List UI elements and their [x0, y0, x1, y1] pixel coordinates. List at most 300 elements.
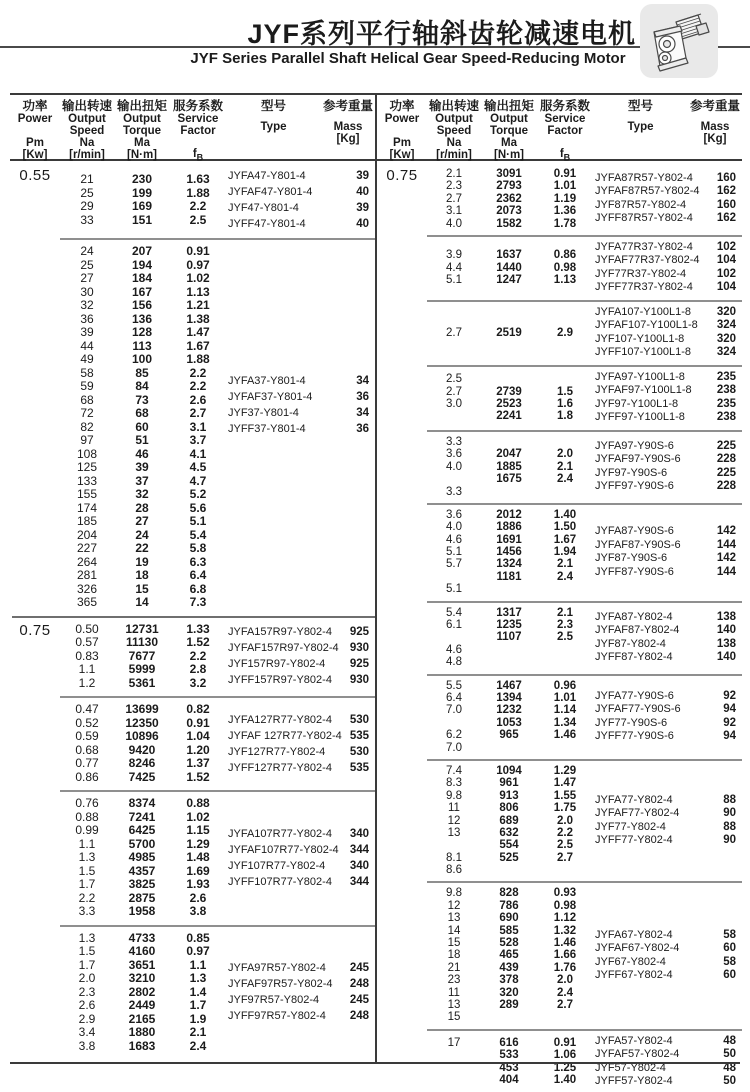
speed-value: 97 [80, 433, 94, 447]
table-row [427, 386, 593, 398]
type-value: JYFA97R57-Y802-4 [228, 962, 326, 975]
mass-value: 344 [349, 875, 369, 888]
table-row [427, 398, 593, 410]
table-row [60, 200, 226, 214]
speed-value: 1.2 [78, 675, 96, 690]
factor-value [537, 644, 593, 656]
spec-block [377, 369, 742, 428]
mass-value: 225 [716, 439, 736, 452]
factor-value: 1.47 [186, 325, 210, 339]
factor-value: 2.5 [557, 631, 573, 644]
type-value: JYFF97-Y90S-6 [595, 480, 674, 493]
block-separator [427, 365, 742, 367]
torque-value: 690 [499, 912, 519, 925]
factor-value: 5.4 [189, 527, 207, 542]
table-row [60, 187, 226, 201]
header-power-unit: [Kw] [22, 149, 48, 161]
factor-value: 1.36 [553, 205, 577, 218]
type-row [593, 703, 736, 717]
torque-value: 1440 [496, 261, 522, 274]
torque-value: 73 [135, 392, 149, 407]
table-row [60, 272, 226, 286]
type-row [593, 306, 736, 320]
value-rows [60, 703, 226, 784]
speed-value: 5.1 [446, 274, 462, 287]
speed-value: 4.6 [446, 643, 462, 656]
type-row [593, 172, 736, 186]
torque-value: 12350 [125, 715, 159, 730]
factor-value: 6.3 [189, 554, 207, 569]
factor-value: 4.1 [189, 446, 207, 461]
torque-value: 1247 [496, 274, 522, 287]
mass-value: 238 [716, 411, 736, 424]
type-row [593, 794, 736, 808]
type-row [593, 929, 736, 943]
table-row [427, 912, 593, 924]
speed-value: 0.50 [75, 621, 99, 636]
type-value: JYF67-Y802-4 [595, 955, 666, 968]
type-value: JYFAF87R57-Y802-4 [595, 185, 700, 198]
spec-block [10, 166, 375, 235]
mass-value: 88 [723, 793, 736, 806]
mass-value: 36 [356, 423, 369, 436]
speed-value: 1.1 [78, 662, 96, 676]
table-row [427, 619, 593, 631]
header-torque-unit: [N·m] [493, 149, 525, 161]
type-value: JYFF87-Y802-4 [595, 651, 673, 664]
table-row [60, 703, 226, 717]
table-row [427, 534, 593, 546]
mass-value: 36 [356, 391, 369, 404]
type-value: JYF77-Y802-4 [595, 820, 666, 833]
speed-value: 39 [80, 325, 94, 339]
spec-block [10, 795, 375, 922]
mass-value: 34 [356, 375, 369, 388]
torque-value: 4357 [128, 863, 156, 878]
torque-value: 453 [499, 1061, 519, 1074]
torque-value: 632 [499, 826, 519, 839]
type-value: JYFF87-Y90S-6 [595, 565, 674, 578]
header-torque-unit: [N·m] [126, 149, 158, 161]
speed-value: 264 [76, 554, 98, 569]
factor-value: 7.3 [189, 595, 207, 609]
table-row [60, 892, 226, 906]
factor-value: 1.88 [186, 185, 210, 200]
factor-value: 0.91 [186, 244, 210, 258]
factor-value: 1.48 [186, 850, 210, 864]
table-row [427, 692, 593, 704]
speed-value: 227 [76, 541, 98, 555]
header-service-factor [537, 100, 593, 163]
type-row [226, 976, 369, 992]
table-row [427, 777, 593, 789]
header-speed-cn: 输出转速 [428, 99, 479, 113]
table-row [427, 1049, 593, 1061]
table-row [427, 765, 593, 777]
type-row [593, 969, 736, 983]
header-power-cn: 功率 [22, 99, 48, 113]
factor-value: 1.66 [553, 949, 577, 962]
factor-value: 4.5 [189, 460, 207, 474]
torque-value: 4985 [128, 850, 156, 864]
torque-value: 404 [499, 1074, 519, 1087]
mass-value: 58 [723, 955, 736, 968]
header-speed [60, 100, 114, 163]
torque-value: 207 [131, 244, 153, 258]
torque-value: 194 [131, 257, 153, 272]
type-value: JYFAF47-Y801-4 [228, 186, 313, 198]
type-value: JYFA87R57-Y802-4 [595, 171, 693, 184]
factor-value: 1.52 [186, 635, 210, 649]
speed-value: 23 [447, 974, 461, 987]
factor-value: 5.1 [189, 514, 207, 528]
mass-value: 94 [723, 703, 736, 716]
speed-value: 2.7 [446, 326, 462, 339]
torque-value: 616 [499, 1036, 519, 1049]
factor-value: 6.4 [189, 568, 207, 582]
header-speed-cn: 输出转速 [61, 99, 112, 113]
type-value: JYFA57-Y802-4 [595, 1034, 673, 1047]
speed-value: 8.6 [446, 864, 462, 877]
table-row [60, 245, 226, 259]
mass-value: 228 [716, 453, 736, 466]
page-bottom-rule [10, 1062, 740, 1064]
table-row [427, 607, 593, 619]
type-row [226, 200, 369, 216]
factor-value: 0.97 [186, 257, 210, 272]
type-row [593, 834, 736, 848]
spec-block [377, 885, 742, 1026]
torque-value: 289 [499, 998, 519, 1011]
table-row [60, 475, 226, 489]
mass-value: 245 [349, 994, 369, 1007]
torque-value: 1885 [496, 460, 522, 473]
torque-value: 1394 [496, 691, 522, 704]
type-value: JYFA97-Y100L1-8 [595, 370, 685, 383]
header-speed-unit: [r/min] [69, 149, 105, 161]
mass-value: 530 [349, 713, 369, 726]
type-value: JYF107R77-Y802-4 [228, 859, 326, 872]
type-list [593, 525, 742, 579]
factor-value: 2.1 [189, 1025, 207, 1039]
torque-value: 2362 [496, 192, 522, 205]
table-row [60, 878, 226, 892]
factor-value [537, 864, 593, 876]
factor-value: 2.5 [557, 839, 573, 852]
speed-value: 5.1 [446, 583, 462, 596]
factor-value: 1.13 [186, 284, 210, 299]
type-row [593, 717, 736, 731]
factor-value: 1.15 [186, 823, 210, 837]
header-factor-symbol-sub: B [196, 152, 204, 162]
factor-value: 1.06 [553, 1049, 577, 1062]
table-row [60, 299, 226, 313]
value-rows [60, 932, 226, 1054]
torque-value: 156 [131, 298, 153, 312]
type-row [226, 728, 369, 744]
speed-value: 4.6 [446, 533, 462, 546]
type-value: JYFA87-Y90S-6 [595, 525, 674, 538]
torque-value: 378 [499, 974, 519, 987]
table-row [60, 771, 226, 785]
table-row [427, 852, 593, 864]
torque-value: 46 [135, 446, 149, 461]
factor-value: 2.2 [189, 365, 207, 380]
torque-value: 85 [135, 365, 149, 380]
type-list [226, 624, 375, 688]
torque-value: 533 [499, 1049, 519, 1062]
factor-value: 1.38 [186, 311, 210, 326]
header-mass-unit: [Kg] [703, 133, 727, 145]
mass-value: 930 [349, 642, 369, 655]
factor-value: 1.1 [189, 957, 207, 972]
factor-value: 1.67 [186, 338, 210, 353]
factor-value: 0.85 [186, 930, 210, 945]
type-value: JYFF47-Y801-4 [228, 218, 306, 230]
table-row [427, 461, 593, 473]
speed-value: 8.1 [446, 851, 462, 864]
type-row [593, 398, 736, 412]
mass-value: 248 [349, 978, 369, 991]
speed-value: 0.86 [75, 769, 99, 784]
speed-value: 14 [447, 924, 461, 937]
speed-value: 133 [76, 473, 98, 488]
header-mass-cn: 参考重量 [689, 99, 740, 113]
torque-value: 786 [499, 899, 519, 912]
table-row [427, 887, 593, 899]
type-value: JYFA77-Y90S-6 [595, 689, 674, 702]
mass-value: 228 [716, 480, 736, 493]
table-row [427, 839, 593, 851]
mass-value: 162 [716, 185, 736, 198]
header-factor-en1: Service [177, 113, 219, 125]
speed-value: 185 [76, 514, 98, 528]
speed-value [427, 473, 481, 485]
factor-value: 1.52 [186, 769, 210, 784]
block-separator [427, 1029, 742, 1031]
speed-value: 0.57 [75, 635, 99, 649]
table-row [60, 556, 226, 570]
factor-value: 2.0 [557, 814, 573, 827]
speed-value: 0.59 [75, 729, 99, 743]
header-torque-cn: 输出扭矩 [116, 99, 167, 113]
torque-value: 12731 [125, 621, 159, 636]
type-row [593, 480, 736, 494]
type-value: JYFA107R77-Y802-4 [228, 827, 332, 840]
table-row [60, 421, 226, 435]
speed-value: 0.83 [75, 648, 99, 663]
torque-value: 2802 [128, 984, 156, 999]
type-row [593, 1048, 736, 1062]
spec-block [377, 304, 742, 363]
type-row [593, 185, 736, 199]
factor-value: 1.29 [553, 764, 577, 777]
mass-value: 225 [716, 466, 736, 479]
factor-value: 1.02 [186, 809, 210, 824]
speed-value [427, 571, 481, 583]
spec-block [377, 678, 742, 757]
torque-value: 100 [131, 352, 153, 366]
type-row [226, 656, 369, 672]
speed-value: 2.3 [446, 180, 462, 193]
torque-value: 7241 [128, 809, 156, 824]
torque-value [481, 1011, 537, 1023]
table-row [427, 180, 593, 192]
torque-value: 2073 [496, 205, 522, 218]
speed-value: 21 [447, 961, 461, 974]
type-row [226, 640, 369, 656]
torque-value: 39 [135, 460, 149, 474]
speed-value: 9.8 [446, 789, 462, 802]
factor-value: 6.8 [189, 581, 207, 596]
factor-value: 3.1 [189, 419, 207, 434]
mass-value: 535 [349, 729, 369, 742]
mass-value: 140 [716, 651, 736, 664]
speed-value: 3.4 [78, 1025, 96, 1039]
header-power-cn: 功率 [389, 99, 415, 113]
factor-value: 1.76 [553, 961, 577, 974]
type-list [593, 440, 742, 494]
header-factor-cn: 服务系数 [172, 99, 223, 113]
torque-value: 2165 [128, 1011, 156, 1026]
torque-value: 1637 [496, 249, 522, 262]
factor-value: 2.0 [557, 974, 573, 987]
factor-value: 2.2 [189, 379, 207, 393]
factor-value: 1.3 [189, 971, 207, 985]
type-list [593, 371, 742, 425]
speed-value: 3.1 [446, 205, 462, 218]
torque-value [481, 486, 537, 498]
torque-value: 167 [131, 284, 153, 299]
torque-value: 22 [135, 541, 149, 555]
speed-value: 30 [80, 284, 94, 299]
type-row [593, 539, 736, 553]
factor-value: 2.9 [557, 326, 573, 339]
table-row [427, 558, 593, 570]
factor-value: 1.29 [186, 836, 210, 851]
torque-value: 11130 [125, 635, 159, 649]
torque-value: 528 [499, 937, 519, 950]
type-value: JYF157R97-Y802-4 [228, 658, 326, 671]
table-row [60, 986, 226, 1000]
factor-value: 1.02 [186, 271, 210, 285]
torque-value: 60 [135, 419, 149, 434]
table-row [60, 394, 226, 408]
table-row [60, 326, 226, 340]
speed-value: 0.77 [75, 756, 99, 770]
table-row [427, 373, 593, 385]
header-speed-en1: Output [68, 113, 106, 125]
torque-value: 14 [135, 595, 149, 609]
factor-value: 0.98 [553, 899, 577, 912]
speed-value: 13 [447, 998, 461, 1011]
type-value: JYFF37-Y801-4 [228, 423, 306, 436]
mass-value: 94 [723, 730, 736, 743]
power-value: 0.75 [19, 621, 51, 639]
torque-value: 13699 [125, 702, 159, 716]
header-type [226, 100, 321, 163]
type-value: JYF87-Y90S-6 [595, 552, 668, 565]
type-row [593, 638, 736, 652]
torque-value: 51 [135, 433, 149, 447]
torque-value: 2875 [128, 890, 156, 905]
torque-value: 1675 [496, 473, 522, 486]
factor-value: 0.88 [186, 796, 210, 810]
speed-value: 3.8 [78, 1038, 96, 1053]
torque-value: 1317 [496, 606, 522, 619]
speed-value: 12 [447, 899, 461, 912]
mass-value: 320 [716, 305, 736, 318]
factor-value: 0.96 [553, 679, 577, 692]
table-row [60, 717, 226, 731]
mass-value: 48 [723, 1034, 736, 1047]
table-row [427, 218, 593, 230]
type-row [593, 611, 736, 625]
factor-value: 1.40 [553, 1074, 577, 1087]
speed-value: 24 [80, 244, 94, 258]
block-separator [60, 925, 375, 927]
mass-value: 340 [349, 859, 369, 872]
mass-value: 48 [723, 1061, 736, 1074]
speed-value: 174 [76, 500, 98, 515]
type-value: JYFAF97-Y100L1-8 [595, 384, 692, 397]
type-row [226, 744, 369, 760]
torque-value: 113 [132, 338, 152, 353]
speed-value: 7.4 [446, 764, 462, 777]
speed-value: 2.0 [78, 971, 96, 985]
header-factor-en1: Service [544, 113, 586, 125]
speed-value: 2.1 [446, 168, 462, 180]
torque-value: 961 [499, 777, 519, 790]
factor-value: 2.4 [557, 473, 573, 486]
torque-value: 585 [499, 924, 519, 937]
type-row [226, 672, 369, 688]
factor-value [537, 1011, 593, 1023]
mass-value: 160 [716, 171, 736, 184]
type-list [226, 168, 375, 232]
torque-value: 525 [499, 851, 519, 864]
type-value: JYFAF157R97-Y802-4 [228, 642, 339, 655]
mass-value: 60 [723, 969, 736, 982]
speed-value: 108 [76, 446, 98, 461]
factor-value: 2.0 [557, 448, 573, 461]
factor-value: 2.7 [557, 851, 573, 864]
table-row [427, 262, 593, 274]
mass-value: 58 [723, 928, 736, 941]
table-row [427, 937, 593, 949]
speed-value: 4.8 [446, 656, 462, 669]
speed-value: 3.3 [446, 485, 462, 498]
speed-value: 2.9 [78, 1011, 96, 1026]
torque-value: 465 [499, 949, 519, 962]
torque-value: 1181 [496, 570, 522, 583]
type-row [226, 874, 369, 890]
type-row [593, 956, 736, 970]
speed-value: 1.3 [78, 850, 96, 864]
table-row [60, 663, 226, 677]
type-value: JYFA157R97-Y802-4 [228, 626, 332, 639]
torque-value [481, 583, 537, 595]
factor-value: 1.12 [553, 912, 577, 925]
type-value: JYFAF77-Y90S-6 [595, 703, 681, 716]
torque-value: 7425 [128, 769, 156, 784]
type-row [226, 624, 369, 640]
factor-value: 5.6 [189, 500, 207, 515]
mass-value: 92 [723, 716, 736, 729]
torque-value: 689 [499, 814, 519, 827]
spec-block [10, 701, 375, 787]
speed-value: 44 [80, 338, 94, 353]
